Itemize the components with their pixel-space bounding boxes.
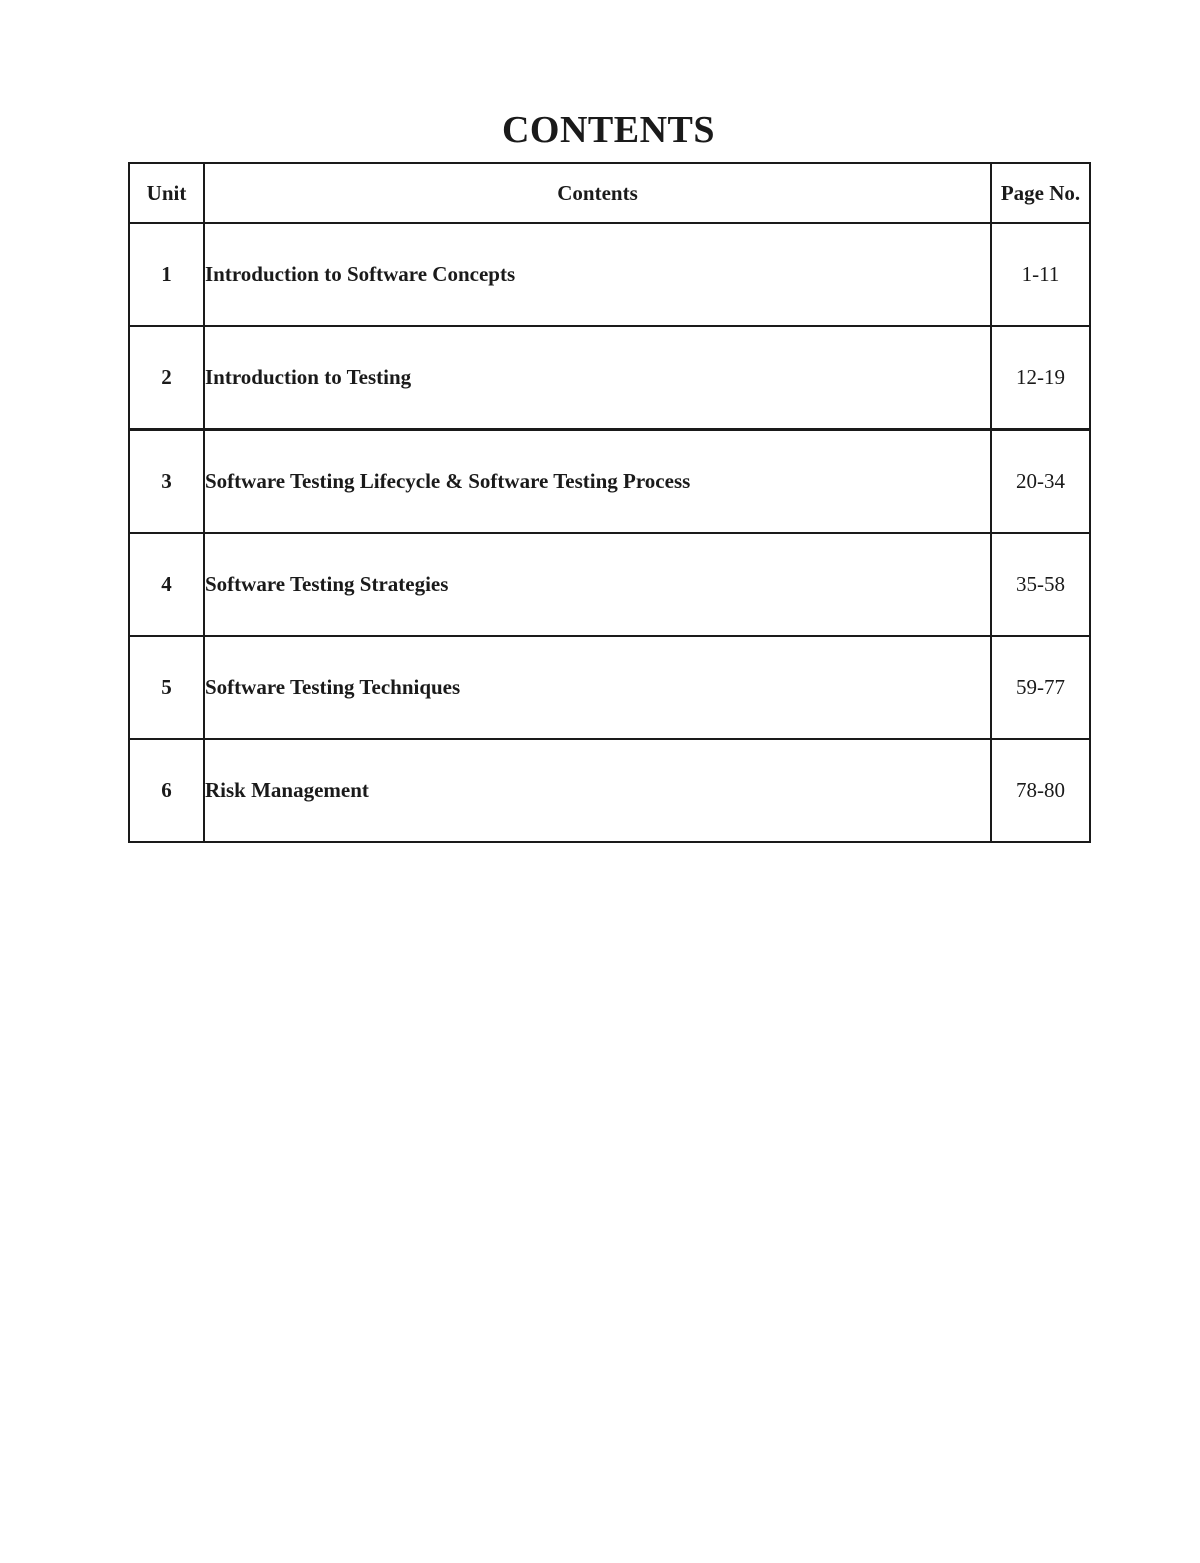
unit-number: 4	[129, 533, 204, 636]
unit-title: Introduction to Software Concepts	[204, 223, 991, 326]
page-range: 12-19	[991, 326, 1090, 430]
table-row	[129, 636, 1090, 739]
unit-number: 6	[129, 739, 204, 842]
header-contents: Contents	[204, 163, 991, 223]
unit-number: 2	[129, 326, 204, 430]
contents-table	[128, 162, 1091, 843]
table-row	[129, 430, 1090, 534]
table-header-row	[129, 163, 1090, 223]
table-row	[129, 326, 1090, 430]
page-range: 59-77	[991, 636, 1090, 739]
header-unit: Unit	[129, 163, 204, 223]
unit-title: Introduction to Testing	[204, 326, 991, 430]
unit-title: Software Testing Techniques	[204, 636, 991, 739]
table-row	[129, 739, 1090, 842]
unit-title: Software Testing Lifecycle & Software Testing Process	[204, 430, 991, 534]
page-range: 35-58	[991, 533, 1090, 636]
page-range: 78-80	[991, 739, 1090, 842]
page-range: 20-34	[991, 430, 1090, 534]
unit-title: Risk Management	[204, 739, 991, 842]
unit-number: 3	[129, 430, 204, 534]
header-page-no: Page No.	[991, 163, 1090, 223]
unit-number: 1	[129, 223, 204, 326]
table-row	[129, 223, 1090, 326]
page-title: CONTENTS	[501, 109, 716, 151]
unit-number: 5	[129, 636, 204, 739]
table-row	[129, 533, 1090, 636]
unit-title: Software Testing Strategies	[204, 533, 991, 636]
page-range: 1-11	[991, 223, 1090, 326]
